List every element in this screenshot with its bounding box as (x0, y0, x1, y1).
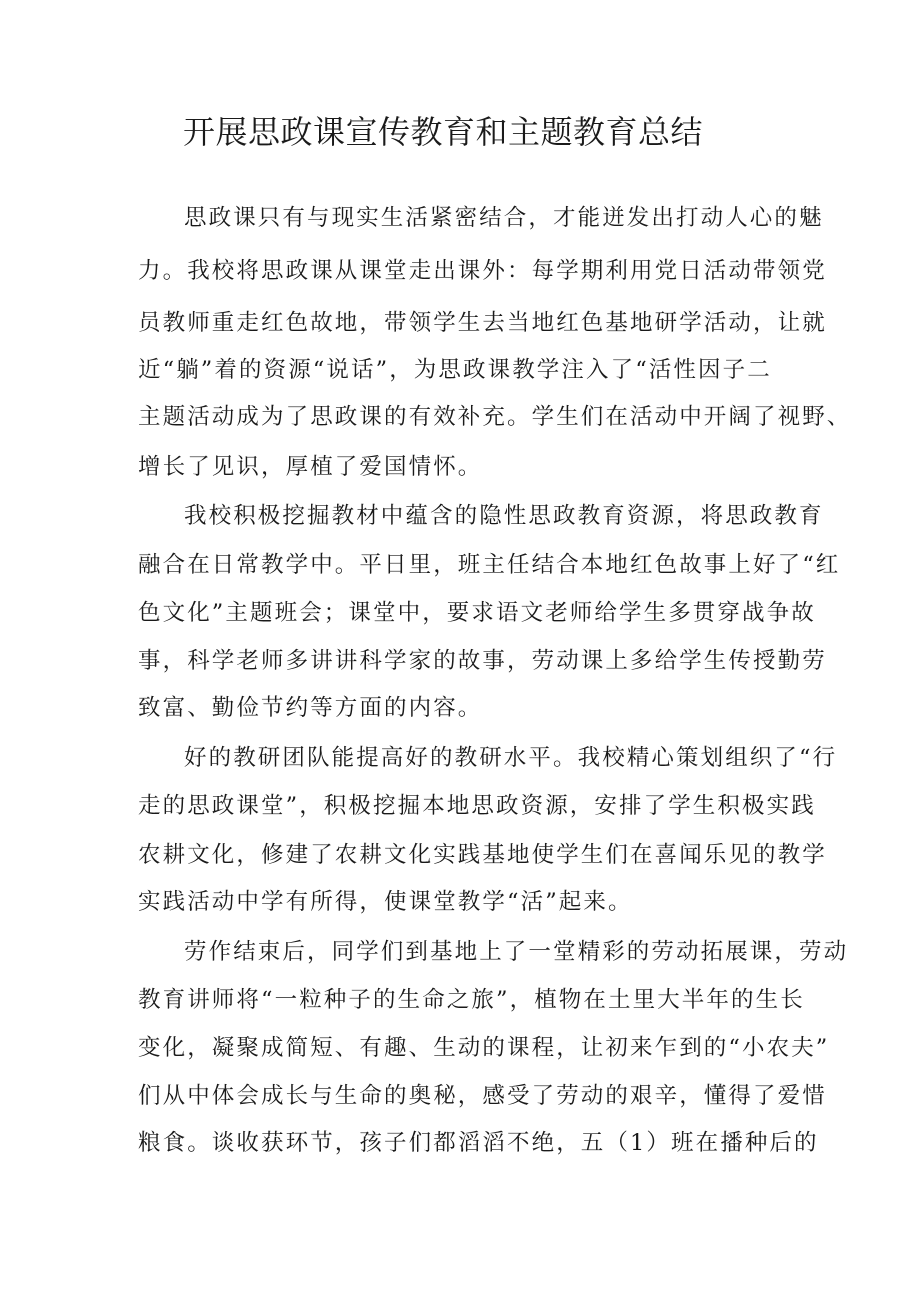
paragraph-1-line-3: 员教师重走红色故地，带领学生去当地红色基地研学活动，让就 (138, 310, 827, 336)
paragraph-3-line-4: 实践活动中学有所得，使课堂教学“活”起来。 (138, 889, 633, 915)
document-title: 开展思政课宣传教育和主题教育总结 (183, 113, 704, 151)
paragraph-3-line-1: 好的教研团队能提高好的教研水平。我校精心策划组织了“行 (184, 745, 838, 771)
paragraph-4-line-1: 劳作结束后，同学们到基地上了一堂精彩的劳动拓展课，劳动 (184, 939, 849, 965)
paragraph-1-line-4: 近“躺”着的资源“说话”，为思政课教学注入了“活性因子二 (138, 357, 772, 383)
paragraph-1-line-2: 力。我校将思政课从课堂走出课外：每学期利用党日活动带领党 (138, 258, 827, 284)
paragraph-4-line-4: 们从中体会成长与生命的奥秘，感受了劳动的艰辛，懂得了爱惜 (138, 1083, 827, 1109)
paragraph-1-line-5: 主题活动成为了思政课的有效补充。学生们在活动中开阔了视野、 (138, 404, 852, 430)
paragraph-3-line-3: 农耕文化，修建了农耕文化实践基地使学生们在喜闻乐见的教学 (138, 842, 827, 868)
paragraph-4-line-2: 教育讲师将“一粒种子的生命之旅”，植物在土里大半年的生长 (138, 987, 805, 1013)
paragraph-2-line-2: 融合在日常教学中。平日里，班主任结合本地红色故事上好了“红 (138, 552, 841, 578)
paragraph-4-line-5: 粮食。谈收获环节，孩子们都滔滔不绝，五（1）班在播种后的 (138, 1130, 819, 1156)
paragraph-2-line-1: 我校积极挖掘教材中蕴含的隐性思政教育资源，将思政教育 (184, 503, 824, 529)
paragraph-1-line-1: 思政课只有与现实生活紧密结合，才能迸发出打动人心的魅 (184, 205, 824, 231)
paragraph-1-line-6: 增长了见识，厚植了爱国情怀。 (138, 454, 483, 480)
paragraph-2-line-5: 致富、勤俭节约等方面的内容。 (138, 695, 483, 721)
paragraph-2-line-3: 色文化”主题班会；课堂中，要求语文老师给学生多贯穿战争故 (138, 600, 816, 626)
paragraph-3-line-2: 走的思政课堂”，积极挖掘本地思政资源，安排了学生积极实践 (138, 793, 816, 819)
paragraph-2-line-4: 事，科学老师多讲讲科学家的故事，劳动课上多给学生传授勤劳 (138, 648, 827, 674)
paragraph-4-line-3: 变化，凝聚成简短、有趣、生动的课程，让初来乍到的“小农夫” (138, 1035, 830, 1061)
